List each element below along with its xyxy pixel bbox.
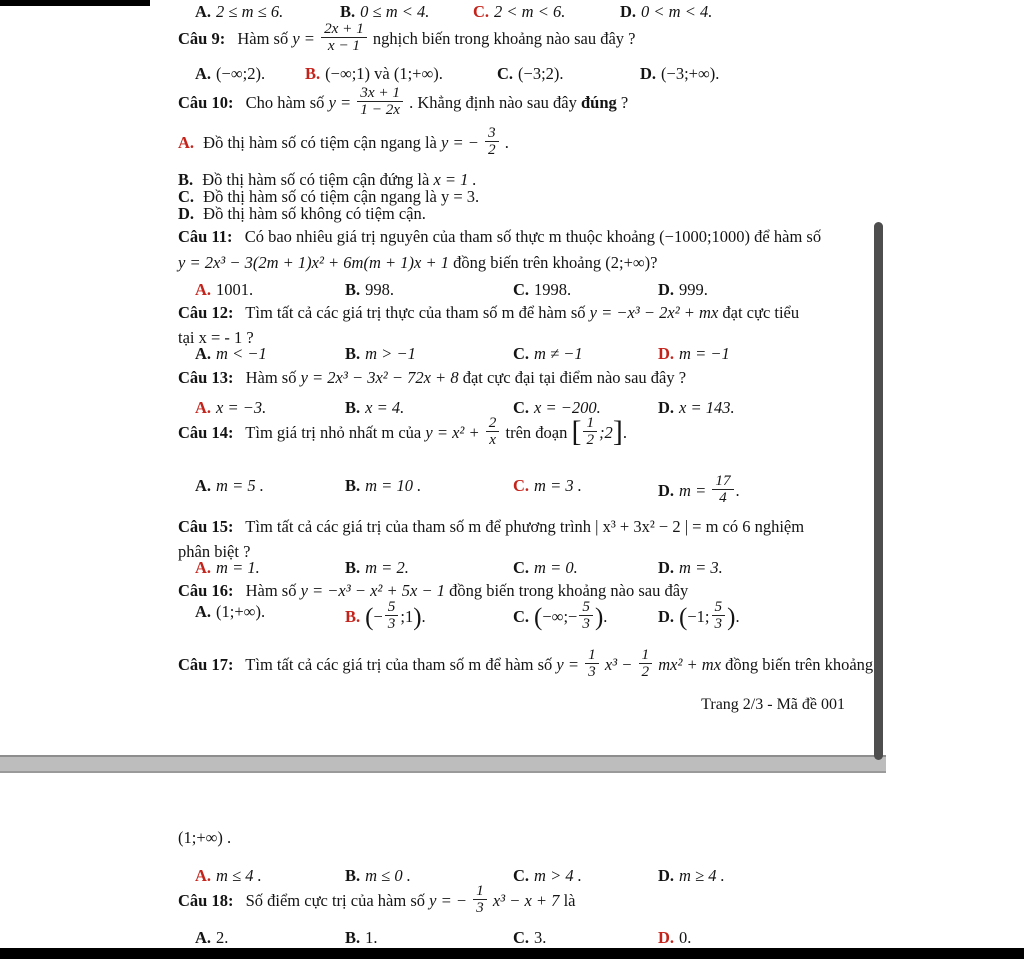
fraction-denominator: 3	[387, 614, 396, 632]
option-c	[513, 928, 658, 948]
fraction-numerator: 3	[485, 125, 499, 142]
option-d-text: m ≥ 4 .	[679, 866, 725, 885]
question-16-options	[195, 598, 867, 635]
option-b-label: B.	[345, 280, 361, 299]
option-b-label: B.	[345, 607, 361, 627]
option-b-text: 0 ≤ m < 4.	[360, 2, 430, 21]
question-12-options	[195, 344, 867, 364]
fraction-numerator: 1	[583, 415, 597, 432]
option-b-text: m > −1	[365, 344, 416, 363]
fraction-denominator: x	[489, 430, 496, 448]
option-c-label: C.	[513, 476, 530, 495]
option-d-label: D.	[658, 866, 675, 885]
left-bracket: [	[571, 415, 582, 449]
question-17-stem	[178, 646, 874, 683]
math-fraction	[639, 647, 653, 680]
option-c-text: 3.	[534, 928, 547, 947]
option-d-label: D.	[658, 481, 675, 501]
option-a-text: 2 ≤ m ≤ 6.	[216, 2, 284, 21]
letterbox-top	[0, 0, 150, 6]
stem-text: trên đoạn	[505, 423, 568, 443]
option-c-label: C.	[513, 558, 530, 577]
option-b	[305, 64, 497, 84]
question-13-stem	[178, 368, 686, 388]
option-a-text: m = 5 .	[216, 476, 264, 495]
option-a-label: A.	[195, 928, 212, 947]
option-b	[345, 598, 513, 635]
question-label: Câu 15:	[178, 517, 234, 536]
option-b	[345, 558, 513, 578]
fraction-denominator: x − 1	[327, 36, 360, 54]
option-c	[513, 558, 658, 578]
option-c-text: x = −200.	[534, 398, 601, 417]
option-d-text: m = 3.	[679, 558, 723, 577]
question-18-stem	[178, 882, 576, 919]
right-bracket: ]	[612, 415, 623, 449]
question-label: Câu 13:	[178, 368, 234, 387]
question-17-options	[195, 866, 867, 886]
left-paren: (	[534, 603, 543, 631]
stem-text: Tìm giá trị nhỏ nhất m của	[245, 423, 422, 443]
fraction-denominator: 2	[586, 430, 595, 448]
option-d-text: (−3;+∞).	[661, 64, 720, 83]
letterbox-bottom	[0, 948, 1024, 959]
option-a-text: m ≤ 4 .	[216, 866, 262, 885]
option-c-text: m > 4 .	[534, 866, 582, 885]
question-10-option-a	[178, 124, 509, 161]
option-d-label: D.	[658, 344, 675, 363]
option-d-label: D.	[658, 280, 675, 299]
stem-math: y = 2x³ − 3(2m + 1)x² + 6m(m + 1)x + 1	[178, 253, 449, 272]
question-label: Câu 12:	[178, 303, 234, 322]
fraction-numerator: 1	[473, 883, 487, 900]
option-b	[345, 344, 513, 364]
option-b-end: .	[421, 607, 426, 627]
option-d-label: D.	[658, 607, 675, 627]
option-d-text: 999.	[679, 280, 708, 299]
fraction-denominator: 4	[719, 488, 727, 506]
option-c-label: C.	[513, 280, 530, 299]
option-c-end: .	[603, 607, 608, 627]
option-d-end: .	[735, 607, 740, 627]
option-b-label: B.	[305, 64, 321, 83]
option-d-text: 0.	[679, 928, 692, 947]
option-a-label: A.	[195, 476, 212, 495]
option-c-pre: −∞;−	[542, 607, 578, 627]
fraction-denominator: 2	[641, 662, 650, 680]
option-a-text: x = −3.	[216, 398, 267, 417]
option-a-text: m < −1	[216, 344, 267, 363]
option-d-text: m = −1	[679, 344, 730, 363]
option-d-label: D.	[620, 2, 637, 21]
option-a-text: (1;+∞).	[216, 602, 266, 621]
stem-text: phân biệt ?	[178, 542, 251, 561]
fraction-numerator: 17	[712, 473, 733, 490]
question-18-options	[195, 928, 867, 948]
fraction-numerator: 3x + 1	[357, 85, 403, 102]
option-d-label: D.	[178, 204, 195, 223]
option-a	[195, 2, 340, 22]
math-fraction	[486, 415, 500, 448]
option-a-label: A.	[195, 398, 212, 417]
option-b-post: ;1	[400, 607, 414, 627]
option-d-label: D.	[658, 398, 675, 417]
option-c-text: 2 < m < 6.	[494, 2, 566, 21]
right-paren: )	[413, 603, 422, 631]
math-fraction	[712, 473, 733, 506]
option-b-pre: −	[373, 607, 383, 627]
question-label: Câu 10:	[178, 93, 234, 113]
question-label: Câu 14:	[178, 423, 234, 443]
option-b-label: B.	[345, 558, 361, 577]
stem-math: y = −x³ − 2x² + mx	[589, 303, 719, 322]
option-b	[340, 2, 473, 22]
math-lhs: y =	[556, 655, 579, 675]
math-fraction	[321, 21, 367, 54]
question-label: Câu 16:	[178, 581, 234, 600]
question-15-options	[195, 558, 867, 578]
option-a-text: Đồ thị hàm số có tiệm cận ngang là	[203, 133, 437, 153]
option-d	[640, 64, 867, 84]
option-b-text: m ≤ 0 .	[365, 866, 411, 885]
option-d-label: D.	[640, 64, 657, 83]
option-a-label: A.	[195, 866, 212, 885]
option-d	[658, 472, 867, 509]
option-d-text: 0 < m < 4.	[641, 2, 713, 21]
question-9-options	[195, 64, 867, 84]
fraction-numerator: 5	[385, 599, 399, 616]
option-c-label: C.	[513, 928, 530, 947]
stem-text: đồng biến trên khoảng (2;+∞)?	[453, 253, 658, 272]
option-c-label: C.	[513, 398, 530, 417]
option-b	[345, 928, 513, 948]
stem-text: (1;+∞) .	[178, 828, 232, 847]
option-c-label: C.	[497, 64, 514, 83]
option-d-text: Đồ thị hàm số không có tiệm cận.	[203, 204, 426, 223]
option-b-label: B.	[345, 344, 361, 363]
stem-text: tại x = - 1 ?	[178, 328, 254, 347]
question-10-option-d	[178, 204, 426, 224]
option-b-label: B.	[345, 866, 361, 885]
question-15-stem-line1	[178, 517, 804, 537]
stem-text: Có bao nhiêu giá trị nguyên của tham số thực m thuộc khoảng (−1000;1000) để hàm số	[244, 227, 822, 246]
option-d	[658, 398, 867, 418]
math-fraction	[579, 599, 593, 632]
option-a	[195, 476, 345, 509]
stem-text: . Khẳng định nào sau đây	[409, 93, 577, 113]
math-lhs: y =	[328, 93, 352, 113]
right-paren: )	[727, 603, 736, 631]
bracket-content: ;2	[599, 423, 613, 443]
page-separator	[0, 755, 886, 773]
option-c	[497, 64, 640, 84]
question-13-options	[195, 398, 867, 418]
option-b-label: B.	[345, 476, 361, 495]
option-d	[658, 928, 867, 948]
question-17-continuation	[178, 828, 231, 848]
option-d	[658, 558, 867, 578]
stem-text: Cho hàm số	[245, 93, 325, 113]
question-8-options	[195, 2, 867, 22]
stem-text: là	[563, 891, 576, 911]
left-paren: (	[365, 603, 374, 631]
fraction-numerator: 5	[579, 599, 593, 616]
math-fraction	[385, 599, 399, 632]
stem-math: y = −x³ − x² + 5x − 1	[300, 581, 445, 600]
option-a	[195, 64, 305, 84]
question-11-stem-line2	[178, 253, 657, 273]
option-a-text: (−∞;2).	[216, 64, 266, 83]
fraction-denominator: 1 − 2x	[360, 100, 401, 118]
option-a	[195, 344, 345, 364]
option-c	[473, 2, 620, 22]
option-d	[620, 2, 867, 22]
option-d-pre: m =	[679, 481, 707, 501]
option-b-text: Đồ thị hàm số có tiệm cận đứng là	[202, 170, 430, 189]
question-10-stem	[178, 84, 629, 121]
question-label: Câu 9:	[178, 29, 226, 49]
fraction-numerator: 5	[712, 599, 726, 616]
option-c	[513, 344, 658, 364]
option-d	[658, 280, 867, 300]
option-b-text: (−∞;1) và (1;+∞).	[325, 64, 443, 83]
option-b-text: m = 2.	[365, 558, 409, 577]
option-c-text: Đồ thị hàm số có tiệm cận ngang là	[203, 187, 437, 206]
option-c-text: (−3;2).	[518, 64, 564, 83]
option-a-label: A.	[195, 280, 212, 299]
math-fraction	[583, 415, 597, 448]
option-b-text: 1.	[365, 928, 378, 947]
option-c-label: C.	[473, 2, 490, 21]
stem-math: mx² + mx	[658, 655, 722, 675]
stem-text: đạt cực tiểu	[722, 303, 800, 322]
option-b-text: 998.	[365, 280, 395, 299]
question-label: Câu 11:	[178, 227, 233, 246]
option-d-end: .	[735, 481, 740, 501]
question-11-stem-line1	[178, 227, 821, 247]
option-b	[345, 866, 513, 886]
stem-bold-word: đúng	[580, 93, 617, 113]
fraction-denominator: 3	[582, 614, 590, 632]
option-b-label: B.	[345, 928, 361, 947]
option-b-math: x = 1 .	[433, 170, 477, 189]
stem-text: .	[622, 423, 627, 443]
option-c-label: C.	[513, 866, 530, 885]
stem-text: Số điểm cực trị của hàm số	[245, 891, 425, 911]
stem-text: Tìm tất cả các giá trị của tham số m để phương trình | x³ + 3x² − 2 | = m có 6 nghiệm	[245, 517, 805, 536]
page-footer	[178, 696, 845, 714]
stem-text: đồng biến trên khoảng	[725, 655, 874, 675]
stem-text: Hàm số	[245, 368, 297, 387]
stem-text: Tìm tất cả các giá trị của tham số m để hàm số	[245, 655, 553, 675]
question-14-options	[195, 472, 867, 509]
option-c	[513, 598, 658, 635]
stem-text: đạt cực đại tại điểm nào sau đây ?	[462, 368, 687, 387]
option-b-text: m = 10 .	[365, 476, 422, 495]
question-11-options	[195, 280, 867, 300]
math-fraction	[585, 647, 599, 680]
option-d-label: D.	[658, 928, 675, 947]
option-c	[513, 476, 658, 509]
option-b-label: B.	[345, 398, 361, 417]
math-fraction	[485, 125, 499, 158]
fraction-numerator: 2x + 1	[321, 21, 367, 38]
option-b-text: x = 4.	[365, 398, 405, 417]
option-a-label: A.	[195, 2, 212, 21]
fraction-denominator: 3	[714, 614, 723, 632]
option-c-text: m ≠ −1	[534, 344, 583, 363]
math-lhs: y =	[292, 29, 315, 49]
math-lhs: y = −	[441, 133, 479, 153]
option-a-text: m = 1.	[216, 558, 260, 577]
option-c-text: m = 3 .	[534, 476, 582, 495]
option-d	[658, 866, 867, 886]
math-fraction	[357, 85, 403, 118]
stem-math: x³ − x + 7	[492, 891, 560, 911]
fraction-numerator: 1	[639, 647, 653, 664]
option-c-label: C.	[178, 187, 195, 206]
math-fraction	[473, 883, 487, 916]
question-label: Câu 17:	[178, 655, 234, 675]
option-c	[513, 280, 658, 300]
fraction-numerator: 1	[585, 647, 599, 664]
question-16-stem	[178, 581, 688, 601]
option-a	[195, 928, 345, 948]
option-b-label: B.	[178, 170, 194, 189]
stem-text: ?	[620, 93, 629, 113]
option-a	[195, 602, 345, 635]
option-a-text: 1001.	[216, 280, 254, 299]
option-a-label: A.	[195, 602, 212, 621]
option-d-text: x = 143.	[679, 398, 735, 417]
option-a	[195, 558, 345, 578]
stem-text: Hàm số	[237, 29, 289, 49]
option-b	[345, 476, 513, 509]
fraction-denominator: 3	[476, 898, 484, 916]
left-paren: (	[679, 603, 688, 631]
stem-text: nghịch biến trong khoảng nào sau đây ?	[372, 29, 636, 49]
option-c-math: y = 3.	[441, 187, 480, 206]
option-a-end: .	[504, 133, 509, 153]
stem-math: y = 2x³ − 3x² − 72x + 8	[300, 368, 459, 387]
stem-text: đồng biến trong khoảng nào sau đây	[449, 581, 689, 600]
option-d	[658, 344, 867, 364]
stem-text: Hàm số	[245, 581, 297, 600]
fraction-denominator: 3	[588, 662, 596, 680]
scrollbar-thumb[interactable]	[874, 222, 883, 760]
option-a	[195, 866, 345, 886]
option-a-label: A.	[195, 558, 212, 577]
option-d-label: D.	[658, 558, 675, 577]
fraction-numerator: 2	[486, 415, 500, 432]
option-c-label: C.	[513, 607, 530, 627]
option-c	[513, 866, 658, 886]
option-d	[658, 598, 867, 635]
math-fraction	[712, 599, 726, 632]
option-a	[195, 398, 345, 418]
right-paren: )	[594, 603, 604, 631]
option-d-pre: −1;	[687, 607, 710, 627]
question-label: Câu 18:	[178, 891, 234, 911]
option-a	[195, 280, 345, 300]
option-a-label: A.	[195, 344, 212, 363]
option-c-text: m = 0.	[534, 558, 578, 577]
question-14-stem	[178, 414, 627, 451]
option-c-label: C.	[513, 344, 530, 363]
option-c-text: 1998.	[534, 280, 572, 299]
fraction-denominator: 2	[487, 140, 496, 158]
question-9-stem	[178, 20, 636, 57]
page-number-label: Trang 2/3 - Mã đề 001	[701, 696, 845, 713]
option-a-label: A.	[178, 133, 195, 153]
math-lhs: y = x² +	[425, 423, 480, 443]
stem-text: Tìm tất cả các giá trị thực của tham số m để hàm số	[245, 303, 586, 322]
question-12-stem-line1	[178, 303, 799, 323]
math-lhs: y = −	[429, 891, 467, 911]
option-a-text: 2.	[216, 928, 229, 947]
option-a-label: A.	[195, 64, 212, 83]
option-b	[345, 280, 513, 300]
option-b-label: B.	[340, 2, 356, 21]
stem-math: x³ −	[604, 655, 633, 675]
